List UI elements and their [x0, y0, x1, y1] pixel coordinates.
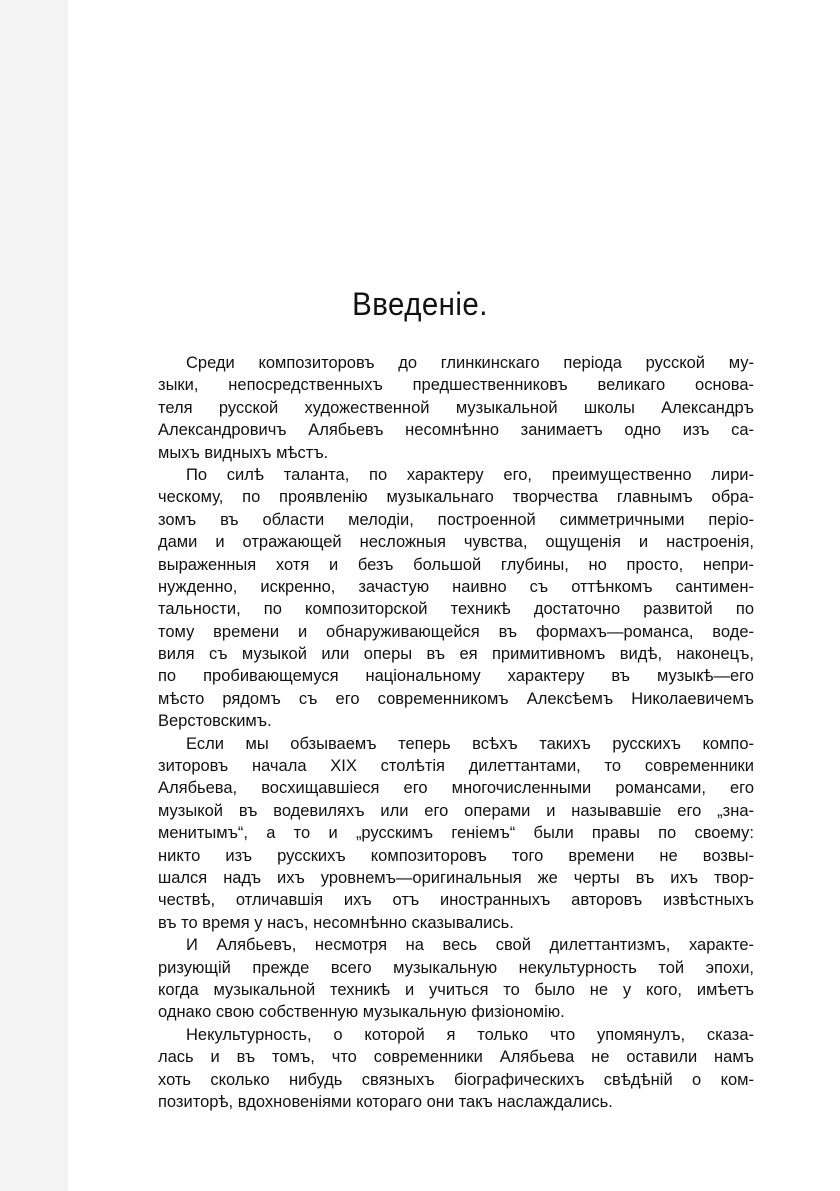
paragraph-3 — [158, 733, 754, 935]
chapter-title: Введеніе. — [352, 286, 488, 322]
paragraph-1 — [158, 352, 754, 464]
text-line: зомъ въ области мелодіи, построенной симметричными періо- — [158, 510, 754, 529]
text-line: по пробивающемуся національному характеру въ музыкѣ—его — [158, 667, 754, 686]
text-line: позиторѣ, вдохновеніями котораго они такъ наслаждались. — [158, 1092, 613, 1111]
text-line: виля съ музыкой или оперы въ ея примитивномъ видѣ, наконецъ, — [158, 645, 754, 664]
text-line: выраженныя хотя и безъ большой глубины, но просто, непри- — [158, 555, 754, 574]
text-line: въ то время у насъ, несомнѣнно сказывались. — [158, 913, 514, 932]
text-line: чествѣ, отличавшія ихъ отъ иностранныхъ авторовъ извѣстныхъ — [158, 891, 754, 910]
text-line: тальности, по композиторской техникѣ достаточно развитой по — [158, 600, 754, 619]
body-text — [158, 352, 754, 1113]
text-line: Алябьева, восхищавшіеся его многочисленными романсами, его — [158, 779, 754, 798]
text-line: тому времени и обнаруживающейся въ формахъ—романса, воде- — [158, 622, 754, 641]
text-line: Верстовскимъ. — [158, 712, 272, 731]
text-line: Некультурность, о которой я только что упомянулъ, сказа- — [186, 1025, 754, 1044]
text-line: мѣсто рядомъ съ его современникомъ Алексѣемъ Николаевичемъ — [158, 689, 754, 708]
text-line: Среди композиторовъ до глинкинскаго періода русской му- — [186, 354, 754, 372]
text-line: По силѣ таланта, по характеру его, преимущественно лири- — [186, 465, 754, 484]
text-line: никто изъ русскихъ композиторовъ того времени не возвы- — [158, 846, 754, 865]
text-line: менитымъ“, а то и „русскимъ геніемъ“ были правы по своему: — [158, 824, 754, 843]
text-line: мыхъ видныхъ мѣстъ. — [158, 443, 329, 462]
text-line: шался надъ ихъ уровнемъ—оригинальныя же черты въ ихъ твор- — [158, 868, 754, 887]
text-line: Если мы обзываемъ теперь всѣхъ такихъ русскихъ компо- — [186, 734, 754, 753]
text-line: зыки, непосредственныхъ предшественниковъ великаго основа- — [158, 376, 754, 395]
text-line: ризующій прежде всего музыкальную некультурность той эпохи, — [158, 958, 754, 977]
scan-shadow — [0, 0, 68, 1191]
text-line: И Алябьевъ, несмотря на весь свой дилеттантизмъ, характе- — [186, 936, 754, 955]
text-line: Александровичъ Алябьевъ несомнѣнно занимаетъ одно изъ са- — [158, 421, 754, 440]
text-line: дами и отражающей несложныя чувства, ощущенія и настроенія, — [158, 533, 754, 552]
text-line: музыкой въ водевиляхъ или его операми и называвшіе его „зна- — [158, 801, 754, 820]
paragraph-5 — [158, 1024, 754, 1114]
text-line: ческому, по проявленію музыкальнаго творчества главнымъ обра- — [158, 488, 754, 507]
text-line: нужденно, искренно, зачастую наивно съ оттѣнкомъ сантимен- — [158, 577, 754, 596]
paragraph-2 — [158, 464, 754, 733]
text-line: когда музыкальной техникѣ и учиться то было не у кого, имѣетъ — [158, 980, 754, 999]
paragraph-4 — [158, 934, 754, 1024]
text-line: лась и въ томъ, что современники Алябьева не оставили намъ — [158, 1048, 754, 1067]
text-line: хоть сколько нибудь связныхъ біографическихъ свѣдѣній о ком- — [158, 1070, 754, 1089]
text-line: однако свою собственную музыкальную физіономію. — [158, 1003, 565, 1022]
text-line: теля русской художественной музыкальной школы Александръ — [158, 398, 754, 417]
text-line: зиторовъ начала XIX столѣтія дилеттантами, то современники — [158, 757, 754, 776]
